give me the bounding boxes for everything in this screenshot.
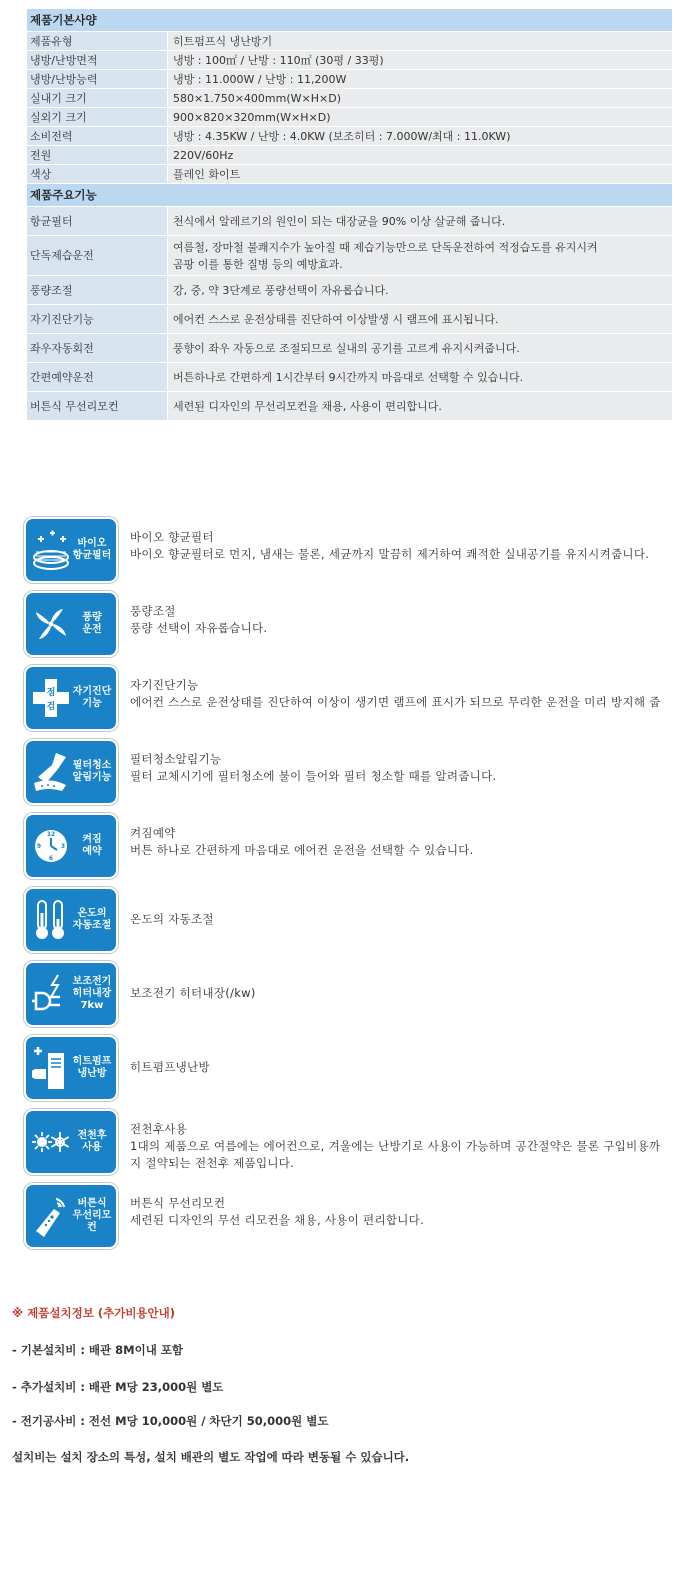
icon-label	[70, 741, 114, 803]
feature-title: 히트폄프냉난방	[130, 1060, 210, 1074]
feature-title: 버튼식 무선리모컨	[130, 1196, 226, 1210]
feature-title: 바이오 향균필터	[130, 530, 214, 544]
feature-item-filter-alarm	[26, 741, 696, 803]
feature-label: 버튼식 무선리모컨	[27, 392, 168, 420]
feature-desc-continued: 지 절약되는 전천후 제품입니다.	[130, 1156, 295, 1170]
feature-value: 에어컨 스스로 운전상태를 진단하여 이상발생 시 램프에 표시됩니다.	[168, 305, 672, 333]
feature-item-airflow	[26, 593, 696, 655]
feature-title: 온도의 자동조절	[130, 912, 214, 926]
icon-label-line: 히트펌프	[72, 1056, 112, 1067]
feature-desc: 에어컨 스스로 운전상태를 진단하여 이상이 생기면 램프에 표시가 되므로 무리한 운전을 미리 방지해 줍	[130, 695, 661, 709]
spec-value: 히트펌프식 냉난방기	[168, 32, 672, 50]
feature-label: 간편예약운전	[27, 363, 168, 391]
feature-desc: 필터 교체시기에 필터청소에 불이 들어와 필터 청소할 때를 알려줍니다.	[130, 769, 497, 783]
sun-snow-icon	[32, 1117, 70, 1167]
icon-label-line: 알림기능	[72, 772, 112, 783]
spec-table	[27, 8, 672, 421]
spec-value: 냉방 : 100㎡ / 난방 : 110㎡ (30평 / 33평)	[168, 51, 672, 69]
spec-label: 냉방/난방면적	[27, 51, 168, 69]
feature-icon-tile	[26, 593, 116, 655]
icon-label-line: 히터내장	[72, 988, 112, 999]
clock-icon	[32, 821, 70, 871]
icon-label	[70, 815, 114, 877]
feature-text	[130, 1195, 700, 1229]
feature-text	[130, 911, 700, 928]
spec-value: 냉방 : 11.000W / 난방 : 11,200W	[168, 70, 672, 88]
feature-item-on-timer	[26, 815, 696, 877]
icon-label-line: 기능	[82, 698, 102, 709]
sparkle-filter-icon	[32, 525, 70, 575]
spec-label: 냉방/난방능력	[27, 70, 168, 88]
spec-value: 플레인 화이트	[168, 165, 672, 183]
icon-label	[70, 667, 114, 729]
feature-item-remote-control	[26, 1185, 696, 1247]
spec-value: 220V/60Hz	[168, 146, 672, 164]
feature-text	[130, 1121, 700, 1172]
icon-label-line: 사용	[82, 1142, 102, 1153]
feature-desc: 풍량 선택이 자유롭습니다.	[130, 621, 268, 635]
feature-icon-tile	[26, 519, 116, 581]
feature-item-aux-heater	[26, 963, 696, 1025]
svg-text:6: 6	[48, 855, 54, 862]
svg-text:검: 검	[46, 702, 56, 712]
icon-label	[70, 1037, 114, 1099]
feature-item-heat-pump	[26, 1037, 696, 1099]
icon-label-line: 전천후	[77, 1130, 107, 1141]
feature-title: 풍량조절	[130, 604, 176, 618]
install-info-note: 설치비는 설치 장소의 특성, 설치 배관의 별도 작업에 따라 변동될 수 있습니다.	[12, 1450, 410, 1464]
icon-label	[70, 1111, 114, 1173]
svg-text:9: 9	[36, 843, 42, 850]
feature-icon-tile	[26, 741, 116, 803]
fan-icon	[32, 599, 70, 649]
feature-spec-header: 제품주요기능	[27, 184, 672, 206]
svg-text:점: 점	[46, 688, 56, 698]
icon-label-line: 바이오	[77, 538, 107, 549]
self-check-icon	[32, 673, 70, 723]
feature-icon-tile	[26, 1037, 116, 1099]
feature-title: 필터청소알림기능	[130, 752, 222, 766]
install-info-line: - 기본설치비 : 배관 8M이내 포함	[12, 1343, 184, 1357]
icon-label-line: 온도의	[77, 908, 107, 919]
feature-label: 좌우자동회전	[27, 334, 168, 362]
feature-label: 단독제습운전	[27, 236, 168, 275]
feature-value: 세련된 디자인의 무선리모컨을 채용, 사용이 편리합니다.	[168, 392, 672, 420]
feature-label: 항균필터	[27, 207, 168, 235]
feature-value: 강, 중, 약 3단계로 풍량선택이 자유롭습니다.	[168, 276, 672, 304]
install-info-title: ※ 제품설치정보 (추가비용안내)	[12, 1306, 176, 1320]
feature-label: 자기진단기능	[27, 305, 168, 333]
install-info-line: - 추가설치비 : 배관 M당 23,000원 별도	[12, 1380, 224, 1394]
feature-item-bio-filter	[26, 519, 696, 581]
feature-icon-tile	[26, 1111, 116, 1173]
feature-icon-tile	[26, 963, 116, 1025]
spec-value: 냉방 : 4.35KW / 난방 : 4.0KW (보조히터 : 7.000W/최대 : 11.0KW)	[168, 127, 672, 145]
feature-title: 자기진단기능	[130, 678, 199, 692]
thermometer-icon	[32, 895, 70, 945]
feature-title: 켜짐예약	[130, 826, 176, 840]
icon-label-line: 냉난방	[77, 1068, 107, 1079]
spec-value: 580×1.750×400mm(W×H×D)	[168, 89, 672, 107]
feature-item-self-diagnosis	[26, 667, 696, 729]
icon-label-line: 무선리모컨	[72, 1210, 112, 1233]
feature-value: 천식에서 알레르기의 원인이 되는 대장균을 90% 이상 살균해 줍니다.	[168, 207, 672, 235]
feature-text	[130, 1059, 700, 1076]
feature-label: 풍량조절	[27, 276, 168, 304]
icon-label-line: 풍량	[82, 612, 102, 623]
spec-label: 소비전력	[27, 127, 168, 145]
icon-label	[70, 1185, 114, 1247]
icon-label-line: 항균필터	[72, 550, 112, 561]
feature-value-line: 여름철, 장마철 불쾌지수가 높아질 때 제습기능만으로 단독운전하여 적정습도를 유지시켜	[173, 240, 598, 254]
basic-spec-header: 제품기본사양	[27, 9, 672, 31]
icon-label-line: 켜짐	[82, 834, 102, 845]
feature-value	[168, 236, 672, 275]
feature-text	[130, 677, 700, 711]
feature-title: 보조전기 히터내장(/kw)	[130, 986, 256, 1000]
feature-desc: 버튼 하나로 간편하게 마음대로 에어컨 운전을 선택할 수 있습니다.	[130, 843, 474, 857]
icon-label-line: 예약	[82, 846, 102, 857]
plug-icon	[32, 969, 70, 1019]
svg-text:3: 3	[60, 843, 66, 850]
feature-value: 버튼하나로 간편하게 1시간부터 9시간까지 마음대로 선택할 수 있습니다.	[168, 363, 672, 391]
icon-label	[70, 593, 114, 655]
icon-label-line: 필터청소	[72, 760, 112, 771]
icon-label-line: 운전	[82, 624, 102, 635]
feature-title: 전천후사용	[130, 1122, 188, 1136]
feature-text	[130, 825, 700, 859]
feature-desc: 1대의 제품으로 여름에는 에어컨으로, 겨울에는 난방기로 사용이 가능하며 공간절약은 물론 구입비용까	[130, 1139, 661, 1153]
svg-text:12: 12	[46, 831, 56, 838]
feature-text	[130, 751, 700, 785]
filter-clean-icon	[32, 747, 70, 797]
feature-text	[130, 529, 700, 563]
feature-item-all-weather	[26, 1111, 696, 1173]
spec-label: 실외기 크기	[27, 108, 168, 126]
feature-desc: 세련된 디자인의 무선 리모컨을 채용, 사용이 편리합니다.	[130, 1213, 425, 1227]
feature-icon-tile	[26, 889, 116, 951]
icon-label	[70, 963, 114, 1025]
feature-item-auto-temperature	[26, 889, 696, 951]
spec-label: 제품유형	[27, 32, 168, 50]
feature-icon-tile	[26, 1185, 116, 1247]
icon-label-line: 보조전기	[72, 976, 112, 987]
feature-text	[130, 985, 700, 1002]
feature-icon-tile	[26, 815, 116, 877]
icon-label-line: 자동조절	[72, 920, 112, 931]
spec-label: 색상	[27, 165, 168, 183]
spec-label: 전원	[27, 146, 168, 164]
icon-label	[70, 889, 114, 951]
icon-label-line: 7kw	[80, 1000, 104, 1011]
heat-pump-icon	[32, 1043, 70, 1093]
icon-label-line: 버튼식	[77, 1198, 107, 1209]
install-info-line: - 전기공사비 : 전선 M당 10,000원 / 차단기 50,000원 별도	[12, 1414, 329, 1428]
icon-label-line: 자기진단	[72, 686, 112, 697]
spec-value: 900×820×320mm(W×H×D)	[168, 108, 672, 126]
icon-label	[70, 519, 114, 581]
feature-value-line: 곰팡 이를 통한 질병 등의 예방효과.	[173, 257, 343, 271]
feature-desc: 바이오 향균필터로 먼지, 냄새는 물론, 세균까지 말끔히 제거하여 쾌적한 실내공기를 유지시켜줍니다.	[130, 547, 650, 561]
feature-icon-tile	[26, 667, 116, 729]
feature-value: 풍향이 좌우 자동으로 조절되므로 실내의 공기를 고르게 유지시켜줍니다.	[168, 334, 672, 362]
remote-icon	[32, 1191, 70, 1241]
feature-text	[130, 603, 700, 637]
spec-label: 실내기 크기	[27, 89, 168, 107]
